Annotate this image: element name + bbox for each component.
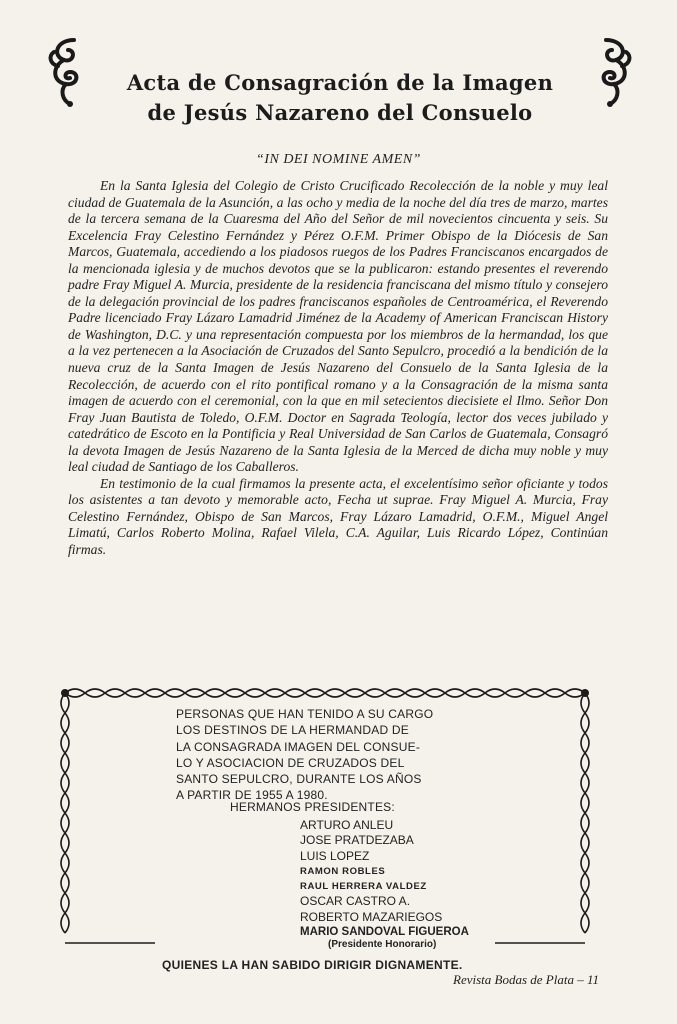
motto: “IN DEI NOMINE AMEN” (256, 152, 421, 167)
title-line-2: de Jesús Nazareno del Consuelo (147, 100, 533, 125)
title-line-1: Acta de Consagración de la Imagen (126, 70, 554, 95)
intro-line: LOS DESTINOS DE LA HERMANDAD DE (176, 723, 409, 738)
body-text (68, 178, 608, 559)
box-intro-text (176, 706, 434, 804)
closing-line: QUIENES LA HAN SABIDO DIRIGIR DIGNAMENTE. (162, 958, 463, 972)
president-name: MARIO SANDOVAL FIGUEROA (300, 926, 469, 939)
header (40, 36, 640, 146)
paragraph-1: En la Santa Iglesia del Colegio de Cristo Crucificado Recolección de la noble y muy leal ciudad de Guatemala de la Asunción, a las ocho y media de la noche del día tres de marzo, martes de la tercera semana de la Cuaresma del Año del Señor de mil novecientos cincuenta y seis. Su Excelencia Fray Celestino Fernández y Pérez O.F.M. Primer Obispo de la Diócesis de San Marcos, Guatemala, accediendo a los piadosos ruegos de los Padres Franciscanos encargados de la mencionada iglesia y de muchos devotos que se la publicaron: estando presentes el reverendo padre Fray Miguel A. Murcia, presidente de la residencia franciscana del mismo título y consejero de la delegación provincial de los padres franciscanos españoles de Centroamérica, el Reverendo Padre licenciado Fray Lázaro Lamadrid Jiménez de la Academy of American Franciscan History de Washington, D.C. y una representación compuesta por los miembros de la hermandad, los que a la vez pertenecen a la Asociación de Cruzados del Santo Sepulcro, procedió a la bendición de la nueva cruz de la Santa Imagen de Jesús Nazareno del Consuelo de la Santa Iglesia de la Recolección, de acuerdo con el rito pontifical romano y a la Consagración de la misma santa imagen de acuerdo con el ceremonial, con la que en mil setecientos diecisiete el Ilmo. Señor Don Fray Juan Bautista de Toledo, O.F.M. Doctor en Sagrada Teología, lector dos veces jubilado y catedrático de Escoto en la Pontificia y Real Universidad de San Carlos de Guatemala, Consagró la devota Imagen de Jesús Nazareno de la Santa Iglesia de la Merced de dicha muy noble y muy leal ciudad de Santiago de los Caballeros. (68, 178, 608, 475)
president-name: RAMON ROBLES (300, 865, 386, 877)
honorary-note: (Presidente Honorario) (328, 939, 437, 950)
paragraph-2: En testimonio de la cual firmamos la presente acta, el excelentísimo señor oficiante y todos los asistentes a tan devoto y memorable acto, Fecha ut suprae. Fray Miguel A. Murcia, Fray Celestino Fernández, Obispo de San Marcos, Fray Lázaro Lamadrid, O.F.M., Miguel Angel Limatú, Carlos Roberto Molina, Rafael Vilela, C.A. Aguilar, Luis Ricardo López, Continúan firmas. (68, 475, 608, 558)
presidents-list (300, 818, 469, 940)
president-name: JOSE PRATDEZABA (300, 833, 414, 848)
intro-line: LO Y ASOCIACION DE CRUZADOS DEL (176, 755, 405, 770)
president-name: ARTURO ANLEU (300, 818, 394, 832)
flourish-ornament-left-icon (46, 36, 86, 108)
page-footer: Revista Bodas de Plata – 11 (453, 972, 599, 987)
president-name: LUIS LOPEZ (300, 848, 370, 863)
intro-line: A PARTIR DE 1955 A 1980. (176, 788, 328, 803)
intro-line: PERSONAS QUE HAN TENIDO A SU CARGO (176, 707, 434, 721)
presidents-heading: HERMANOS PRESIDENTES: (230, 800, 395, 814)
president-name: RAUL HERRERA VALDEZ (300, 881, 427, 893)
intro-line: LA CONSAGRADA IMAGEN DEL CONSUE- (176, 739, 421, 754)
intro-line: SANTO SEPULCRO, DURANTE LOS AÑOS (176, 772, 422, 787)
president-name: ROBERTO MAZARIEGOS (300, 909, 443, 924)
president-name: OSCAR CASTRO A. (300, 894, 411, 909)
flourish-ornament-right-icon (594, 36, 634, 108)
